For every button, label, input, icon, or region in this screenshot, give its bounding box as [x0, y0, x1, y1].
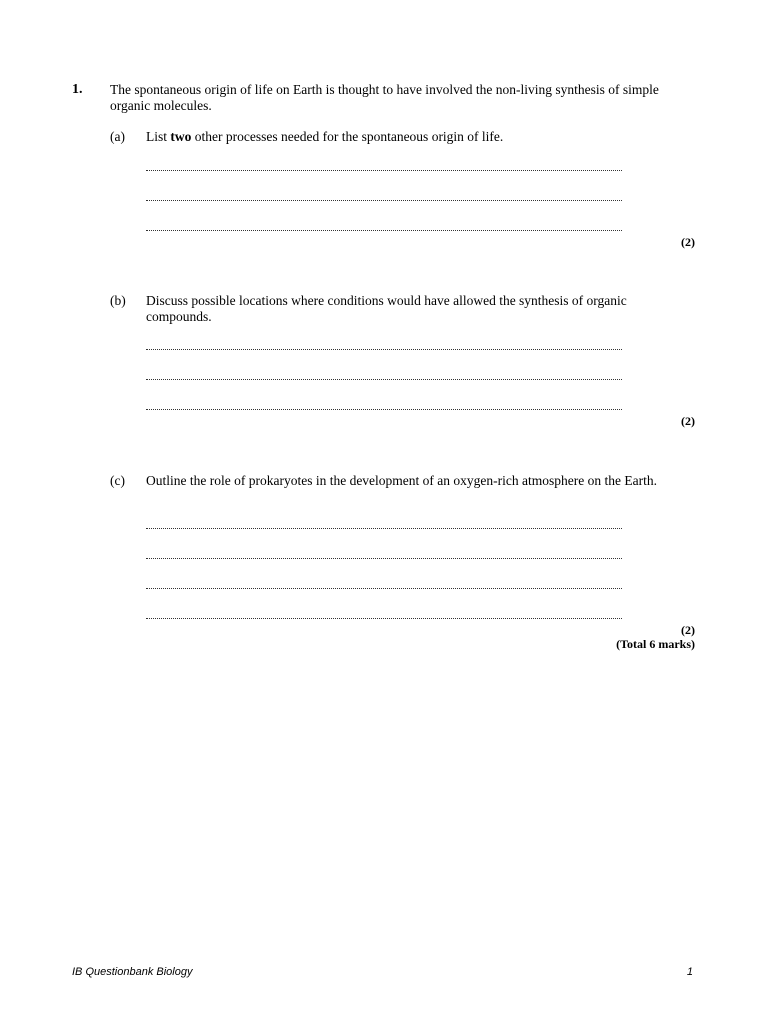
part-c-label: (c)	[110, 473, 125, 488]
part-c-answer-line-4[interactable]	[146, 618, 622, 619]
part-b-prompt: Discuss possible locations where conditions would have allowed the synthesis of organic compounds.	[146, 293, 627, 324]
part-b-answer-line-1[interactable]	[146, 349, 622, 350]
part-c-answer-line-2[interactable]	[146, 558, 622, 559]
footer-source: IB Questionbank Biology	[72, 966, 193, 978]
part-a-text-before: List	[146, 129, 171, 144]
part-c-prompt: Outline the role of prokaryotes in the development of an oxygen-rich atmosphere on the Earth.	[146, 473, 657, 488]
part-c-answer-line-1[interactable]	[146, 528, 622, 529]
part-b-answer-line-3[interactable]	[146, 409, 622, 410]
part-a-answer-line-1[interactable]	[146, 170, 622, 171]
part-a-marks: (2)	[681, 235, 695, 249]
part-a-emphasis: two	[170, 129, 192, 144]
part-b-answer-line-2[interactable]	[146, 379, 622, 380]
part-b-label: (b)	[110, 293, 126, 308]
footer-page-number: 1	[686, 966, 693, 978]
part-b-marks: (2)	[681, 414, 695, 428]
question-number: 1.	[72, 82, 83, 97]
part-a-answer-line-2[interactable]	[146, 200, 622, 201]
part-c-answer-line-3[interactable]	[146, 588, 622, 589]
part-a-text-after: other processes needed for the spontaneous origin of life.	[191, 129, 504, 144]
part-c-marks: (2)	[681, 623, 695, 637]
total-marks: (Total 6 marks)	[616, 637, 695, 651]
part-a-prompt	[146, 129, 676, 145]
part-a-answer-line-3[interactable]	[146, 230, 622, 231]
question-stem: The spontaneous origin of life on Earth is thought to have involved the non-living synthesis of simple organic molecules.	[110, 82, 659, 113]
part-a-label: (a)	[110, 129, 125, 144]
